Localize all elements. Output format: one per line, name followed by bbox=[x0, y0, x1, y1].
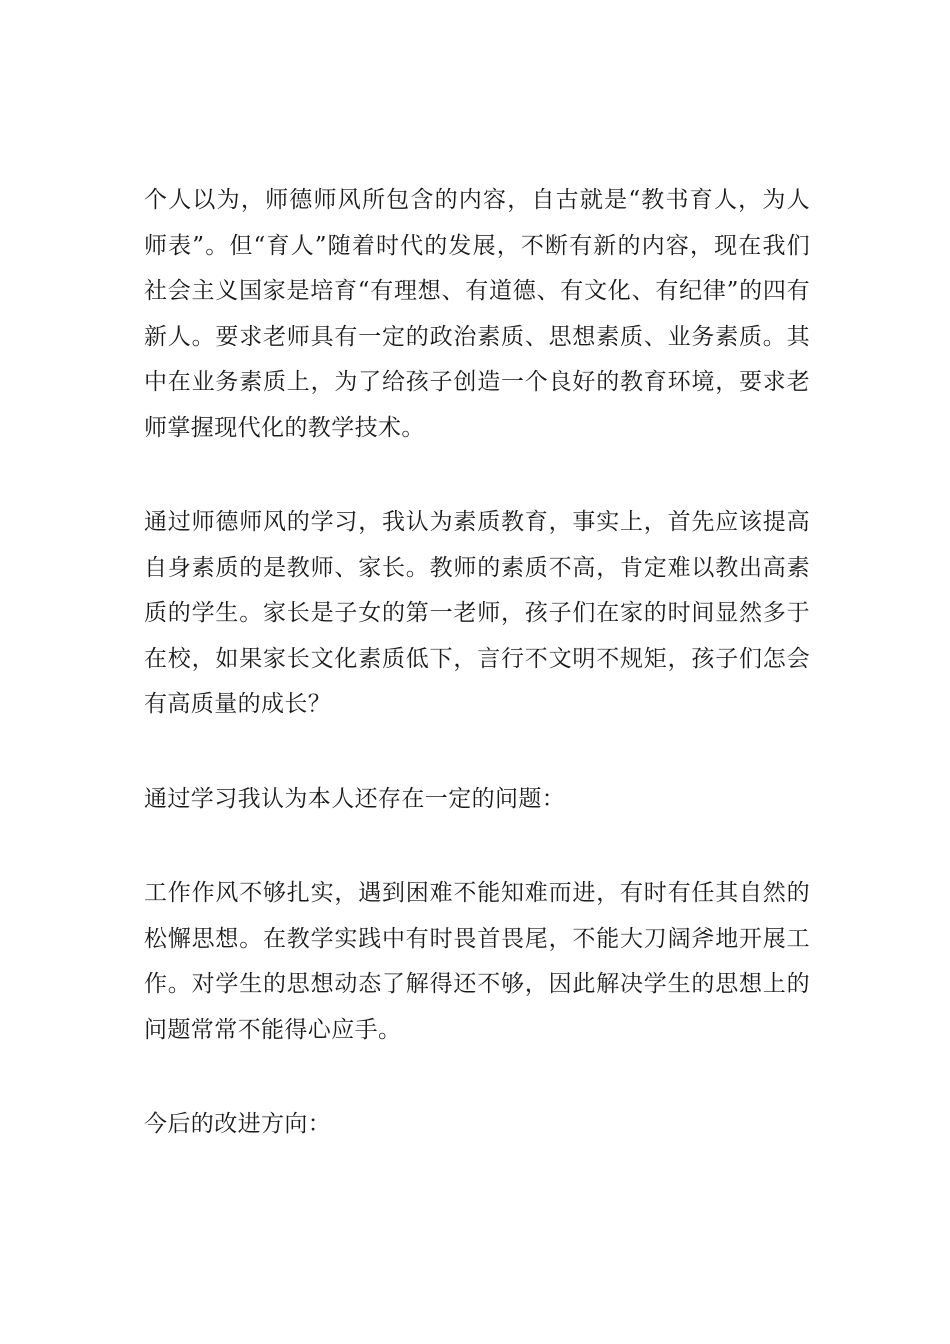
paragraph-teacher-ethics-content: 个人以为，师德师风所包含的内容，自古就是“教书育人，为人师表”。但“育人”随着时代的发展，不断有新的内容，现在我们社会主义国家是培育“有理想、有道德、有文化、有纪律”的四有新人。要求老师具有一定的政治素质、思想素质、业务素质。其中在业务素质上，为了给孩子创造一个良好的教育环境，要求老师掌握现代化的教学技术。 bbox=[144, 187, 810, 441]
paragraph-improvement-direction-heading: 今后的改进方向： bbox=[144, 1111, 332, 1137]
document-body bbox=[144, 178, 810, 1148]
paragraph-quality-education: 通过师德师风的学习，我认为素质教育，事实上，首先应该提高自身素质的是教师、家长。教师的素质不高，肯定难以教出高素质的学生。家长是子女的第一老师，孩子们在家的时间显然多于在校，如果家长文化素质低下，言行不文明不规矩，孩子们怎会有高质量的成长？ bbox=[144, 509, 810, 717]
paragraph-spacer bbox=[144, 728, 810, 777]
paragraph-work-style-problems: 工作作风不够扎实，遇到困难不能知难而进，有时有任其自然的松懈思想。在教学实践中有时畏首畏尾，不能大刀阔斧地开展工作。对学生的思想动态了解得还不够，因此解决学生的思想上的问题常常不能得心应手。 bbox=[144, 880, 810, 1043]
paragraph-existing-problems-heading: 通过学习我认为本人还存在一定的问题： bbox=[144, 785, 566, 812]
paragraph-spacer bbox=[144, 451, 810, 500]
paragraph-spacer bbox=[144, 1053, 810, 1102]
paragraph-spacer bbox=[144, 822, 810, 871]
